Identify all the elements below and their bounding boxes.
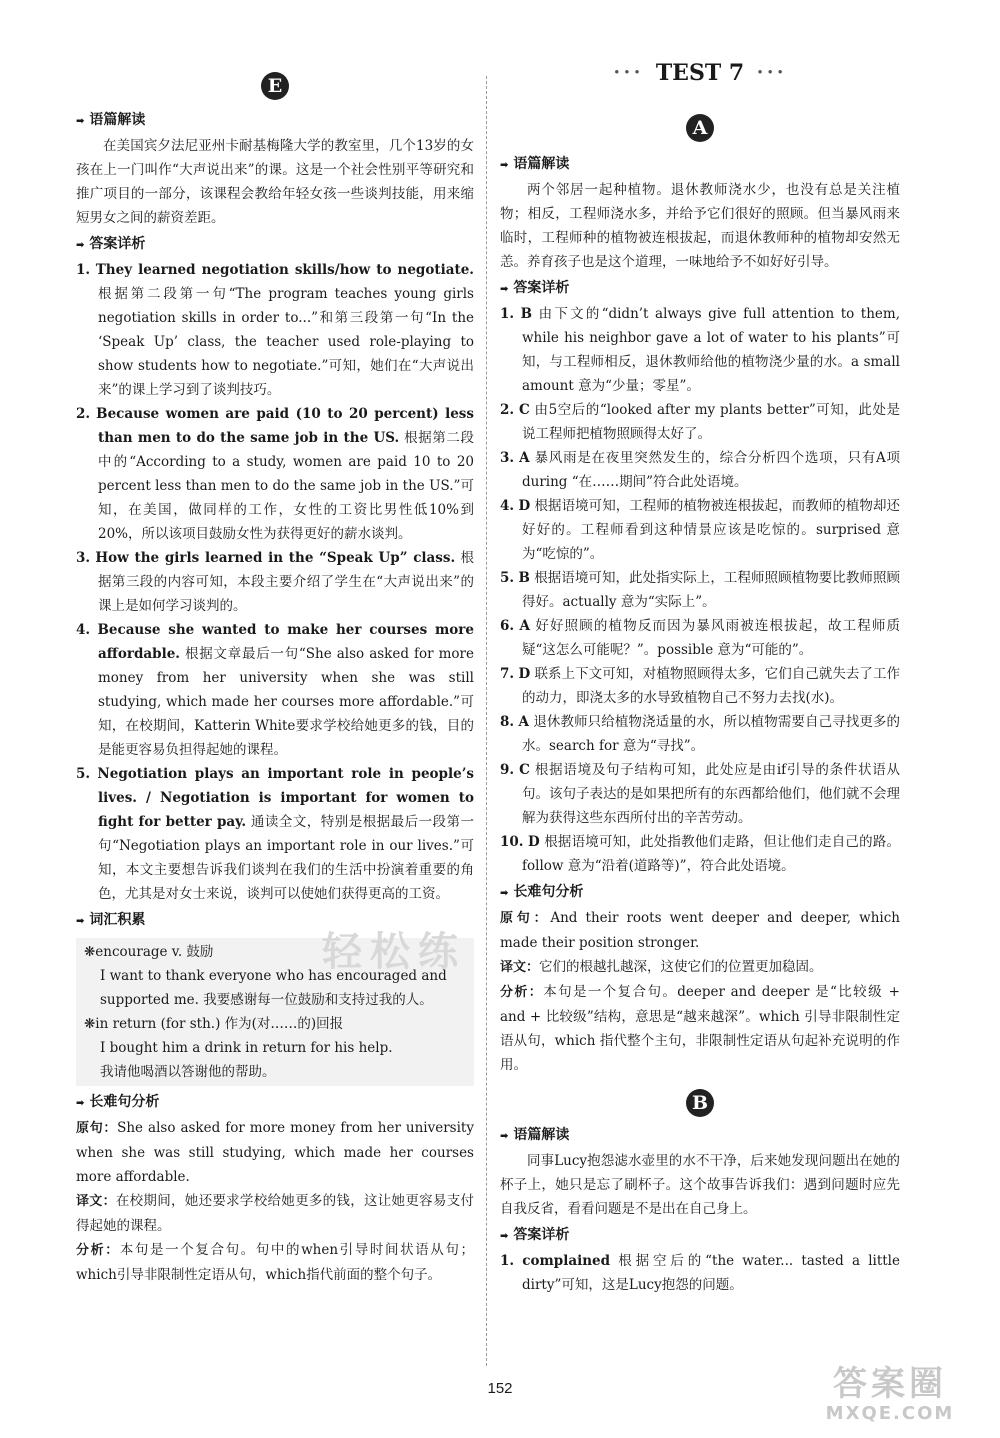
section-heading xyxy=(500,880,900,906)
answer-key: Because women are paid (10 to 20 percent) less than men to do the same job in the US. xyxy=(96,406,474,446)
answer-item xyxy=(500,830,900,878)
answer-item xyxy=(500,398,900,446)
arrow-icon: ➡ xyxy=(76,116,85,127)
section-heading-text: 长难句分析 xyxy=(513,884,584,900)
label: 译文： xyxy=(500,960,540,975)
answer-item xyxy=(500,1249,900,1297)
answer-item xyxy=(500,614,900,662)
label: 原句： xyxy=(76,1121,118,1136)
answer-key: Because she wanted to make her courses more affordable. xyxy=(97,622,474,662)
vocab-example-translation: 我请他喝酒以答谢他的帮助。 xyxy=(100,1064,276,1080)
section-heading-text: 语篇解读 xyxy=(513,1127,570,1143)
section-heading-text: 语篇解读 xyxy=(513,156,570,172)
answer-key: How the girls learned in the “Speak Up” class. xyxy=(95,550,456,566)
sentence-text: And their roots went deeper and deeper, which made their position stronger. xyxy=(500,910,900,951)
section-badge-a: A xyxy=(686,114,714,142)
arrow-icon: ➡ xyxy=(500,888,509,899)
vocab-headword: ❋in return (for sth.) 作为(对……的)回报 xyxy=(84,1016,344,1032)
answer-item xyxy=(76,762,474,906)
answer-explanation: 好好照顾的植物反而因为暴风雨被连根拔起，故工程师质疑“这怎么可能呢？”。possible 意为“可能的”。 xyxy=(522,618,900,658)
section-heading xyxy=(500,276,900,302)
answer-explanation: 根据第三段的内容可知，本段主要介绍了学生在“大声说出来”的课上是如何学习谈判的。 xyxy=(98,550,474,614)
right-column xyxy=(500,60,900,1297)
answer-number: 1. xyxy=(500,306,515,322)
answer-explanation: 根据语境可知，此处指实际上，工程师照顾植物要比教师照顾得好。actually 意为“实际上”。 xyxy=(522,570,900,610)
answer-explanation: 根据空后的“the water... tasted a little dirty”可知，这是Lucy抱怨的问题。 xyxy=(522,1253,900,1293)
watermark: 轻松练 xyxy=(322,929,466,975)
answer-explanation: 根据语境可知，此处指教他们走路，但让他们走自己的路。follow 意为“沿着(道路等)”，符合此处语境。 xyxy=(522,834,900,874)
analysis xyxy=(76,1238,474,1287)
vocab-headword: ❋encourage v. 鼓励 xyxy=(84,944,214,960)
answer-explanation: 由下文的“didn’t always give full attention to them, while his neighbor gave a lot of water to his plants”可知，与工程师相反，退休教师给他的植物浇少量的水。a small amount 意为“少量；零星”。 xyxy=(522,306,901,394)
original-sentence xyxy=(500,906,900,955)
answer-number: 3. xyxy=(76,550,91,566)
translation xyxy=(500,955,900,980)
vocab-example: I bought him a drink in return for his help. xyxy=(100,1040,393,1056)
answer-explanation: 根据文章最后一句“She also asked for more money from her university when she was still studying, which made her courses more affordable.”可知，在校期间，Katterin White要求学校给她更多的钱，目的是能更容易负担得起她的课程。 xyxy=(98,646,474,758)
answer-explanation: 联系上下文可知，对植物照顾得太多，它们自己就失去了工作的动力，即浇太多的水导致植物自己不努力去找(水)。 xyxy=(522,666,901,706)
answer-item xyxy=(500,302,900,398)
answer-number: 2. xyxy=(500,402,515,418)
section-heading-text: 长难句分析 xyxy=(89,1094,160,1110)
badge-a-wrap xyxy=(500,110,900,150)
section-heading-text: 语篇解读 xyxy=(89,112,146,128)
translation-text: 在校期间，她还要求学校给她更多的钱，这让她更容易支付得起她的课程。 xyxy=(76,1193,474,1234)
answer-item xyxy=(500,662,900,710)
decorative-dots: ••• xyxy=(756,65,787,80)
arrow-icon: ➡ xyxy=(76,1098,85,1109)
section-badge-b: B xyxy=(686,1089,714,1117)
test-title: TEST 7 xyxy=(655,59,745,86)
logo-url: MXQE.COM xyxy=(825,1403,955,1424)
badge-e-wrap xyxy=(76,60,474,106)
answer-explanation: 暴风雨是在夜里突然发生的，综合分析四个选项，只有A项 during “在……期间”符合此处语境。 xyxy=(522,450,901,490)
answer-key: B xyxy=(520,306,533,322)
page-number: 152 xyxy=(487,1380,513,1397)
column-divider xyxy=(486,76,487,1366)
arrow-icon: ➡ xyxy=(500,1231,509,1242)
answer-explanation: 根据语境及句子结构可知，此处应是由if引导的条件状语从句。该句子表达的是如果把所有的东西都给他们，他们就不会理解为获得这些东西所付出的辛苦劳动。 xyxy=(522,762,900,826)
answer-explanation: 通读全文，特别是根据最后一段第一句“Negotiation plays an important role in our lives.”可知，本文主要想告诉我们谈判在我们的生活中扮演着重要的角色，尤其是对女士来说，谈判可以使她们获得更高的工资。 xyxy=(98,814,474,902)
answer-explanation: 根据第二段中的“According to a study, women are paid 10 to 20 percent less than men to do the same job in the US.”可知，在美国，做同样的工作，女性的工资比男性低10%到20%，所以该项目鼓励女性为获得更好的薪水谈判。 xyxy=(98,430,474,542)
section-heading-text: 答案详析 xyxy=(513,280,570,296)
answer-number: 6. xyxy=(500,618,515,634)
answer-item xyxy=(500,758,900,830)
answer-number: 3. xyxy=(500,450,515,466)
answer-key: A xyxy=(519,450,530,466)
answer-item xyxy=(76,402,474,546)
label: 分析： xyxy=(76,1243,120,1258)
answer-number: 4. xyxy=(76,622,91,638)
answer-number: 2. xyxy=(76,406,91,422)
section-heading xyxy=(500,1223,900,1249)
section-heading xyxy=(500,1123,900,1149)
section-heading-text: 词汇积累 xyxy=(89,912,146,928)
answer-key: A xyxy=(519,618,530,634)
answer-number: 5. xyxy=(76,766,91,782)
translation xyxy=(76,1189,474,1238)
answer-explanation: 根据第二段第一句“The program teaches young girls negotiation skills in order to...”和第三段第一句“In the ‘Speak Up’ class, the teacher used role-playing to show students how to negotiate.”可知，她们在“大声说出来”的课上学习到了谈判技巧。 xyxy=(98,286,474,398)
label: 分析： xyxy=(500,985,544,1000)
passage-summary: 两个邻居一起种植物。退休教师浇水少，也没有总是关注植物；相反，工程师浇水多，并给予它们很好的照顾。但当暴风雨来临时，工程师种的植物被连根拔起，而退休教师种的植物却安然无恙。养育孩子也是这个道理，一味地给予不如好好引导。 xyxy=(500,182,900,270)
arrow-icon: ➡ xyxy=(500,284,509,295)
section-heading-text: 答案详析 xyxy=(89,236,146,252)
section-heading xyxy=(76,1090,474,1116)
answer-key: Negotiation plays an important role in people’s lives. / Negotiation is important for women to fight for better pay. xyxy=(97,766,474,830)
answer-key: B xyxy=(518,570,530,586)
label: 译文： xyxy=(76,1194,116,1209)
answer-number: 4. xyxy=(500,498,515,514)
section-heading xyxy=(76,108,474,134)
answer-item xyxy=(76,258,474,402)
answer-number: 10. xyxy=(500,834,524,850)
analysis xyxy=(500,980,900,1077)
answer-number: 7. xyxy=(500,666,515,682)
answer-item xyxy=(76,618,474,762)
answer-key: C xyxy=(518,402,530,418)
answer-key: C xyxy=(519,762,530,778)
passage-summary: 在美国宾夕法尼亚州卡耐基梅隆大学的教室里，几个13岁的女孩在上一门叫作“大声说出来”的课。这是一个社会性别平等研究和推广项目的一部分，该课程会教给年轻女孩一些谈判技能，用来缩短男女之间的薪资差距。 xyxy=(76,138,474,226)
answer-explanation: 退休教师只给植物浇适量的水，所以植物需要自己寻找更多的水。search for 意为“寻找”。 xyxy=(522,714,900,754)
answer-explanation: 根据语境可知，工程师的植物被连根拔起，而教师的植物却还好好的。工程师看到这种情景应该是吃惊的。surprised 意为“吃惊的”。 xyxy=(522,498,901,562)
arrow-icon: ➡ xyxy=(76,240,85,251)
answer-key: A xyxy=(518,714,529,730)
answer-item xyxy=(500,710,900,758)
answer-number: 8. xyxy=(500,714,515,730)
passage-summary: 同事Lucy抱怨滤水壶里的水不干净，后来她发现问题出在她的杯子上，她只是忘了刷杯子。这个故事告诉我们：遇到问题时应先自我反省，看看问题是不是出在自己身上。 xyxy=(500,1153,900,1217)
answer-key: They learned negotiation skills/how to negotiate. xyxy=(95,262,474,278)
arrow-icon: ➡ xyxy=(76,916,85,927)
badge-b-wrap xyxy=(500,1077,900,1121)
answer-number: 5. xyxy=(500,570,515,586)
site-logo-watermark xyxy=(800,1365,980,1430)
answer-key: D xyxy=(518,666,531,682)
answer-number: 9. xyxy=(500,762,515,778)
answer-number: 1. xyxy=(76,262,91,278)
sentence-text: She also asked for more money from her university when she was still studying, which made her courses more affordable. xyxy=(76,1120,474,1185)
answer-number: 1. xyxy=(500,1253,515,1269)
answer-item xyxy=(76,546,474,618)
answer-item xyxy=(500,446,900,494)
test-header xyxy=(500,60,900,110)
translation-text: 它们的根越扎越深，这使它们的位置更加稳固。 xyxy=(539,959,823,975)
vocab-example: I want to thank everyone who has encouraged and supported me. 我要感谢每一位鼓励和支持过我的人。 xyxy=(100,968,447,1008)
section-badge-e: E xyxy=(261,72,289,100)
section-heading-text: 答案详析 xyxy=(513,1227,570,1243)
arrow-icon: ➡ xyxy=(500,160,509,171)
analysis-text: 本句是一个复合句。deeper and deeper 是“比较级 + and + 比较级”结构，意思是“越来越深”。which 引导非限制性定语从句，which 指代整个主句，非限制性定语从句起补充说明的作用。 xyxy=(500,984,900,1073)
answer-key: D xyxy=(527,834,540,850)
answer-key: complained xyxy=(522,1253,611,1269)
answer-explanation: 由5空后的“looked after my plants better”可知，此处是说工程师把植物照顾得太好了。 xyxy=(522,402,900,442)
logo-text: 答案圈 xyxy=(833,1364,947,1404)
vocabulary-box xyxy=(76,929,474,1086)
answer-item xyxy=(500,494,900,566)
label: 原句： xyxy=(500,911,551,926)
decorative-dots: ••• xyxy=(613,65,644,80)
section-heading xyxy=(500,152,900,178)
left-column xyxy=(76,60,474,1287)
section-heading xyxy=(76,232,474,258)
analysis-text: 本句是一个复合句。句中的when引导时间状语从句；which引导非限制性定语从句，which指代前面的整个句子。 xyxy=(76,1242,474,1283)
answer-item xyxy=(500,566,900,614)
answer-key: D xyxy=(518,498,531,514)
arrow-icon: ➡ xyxy=(500,1131,509,1142)
original-sentence xyxy=(76,1116,474,1189)
